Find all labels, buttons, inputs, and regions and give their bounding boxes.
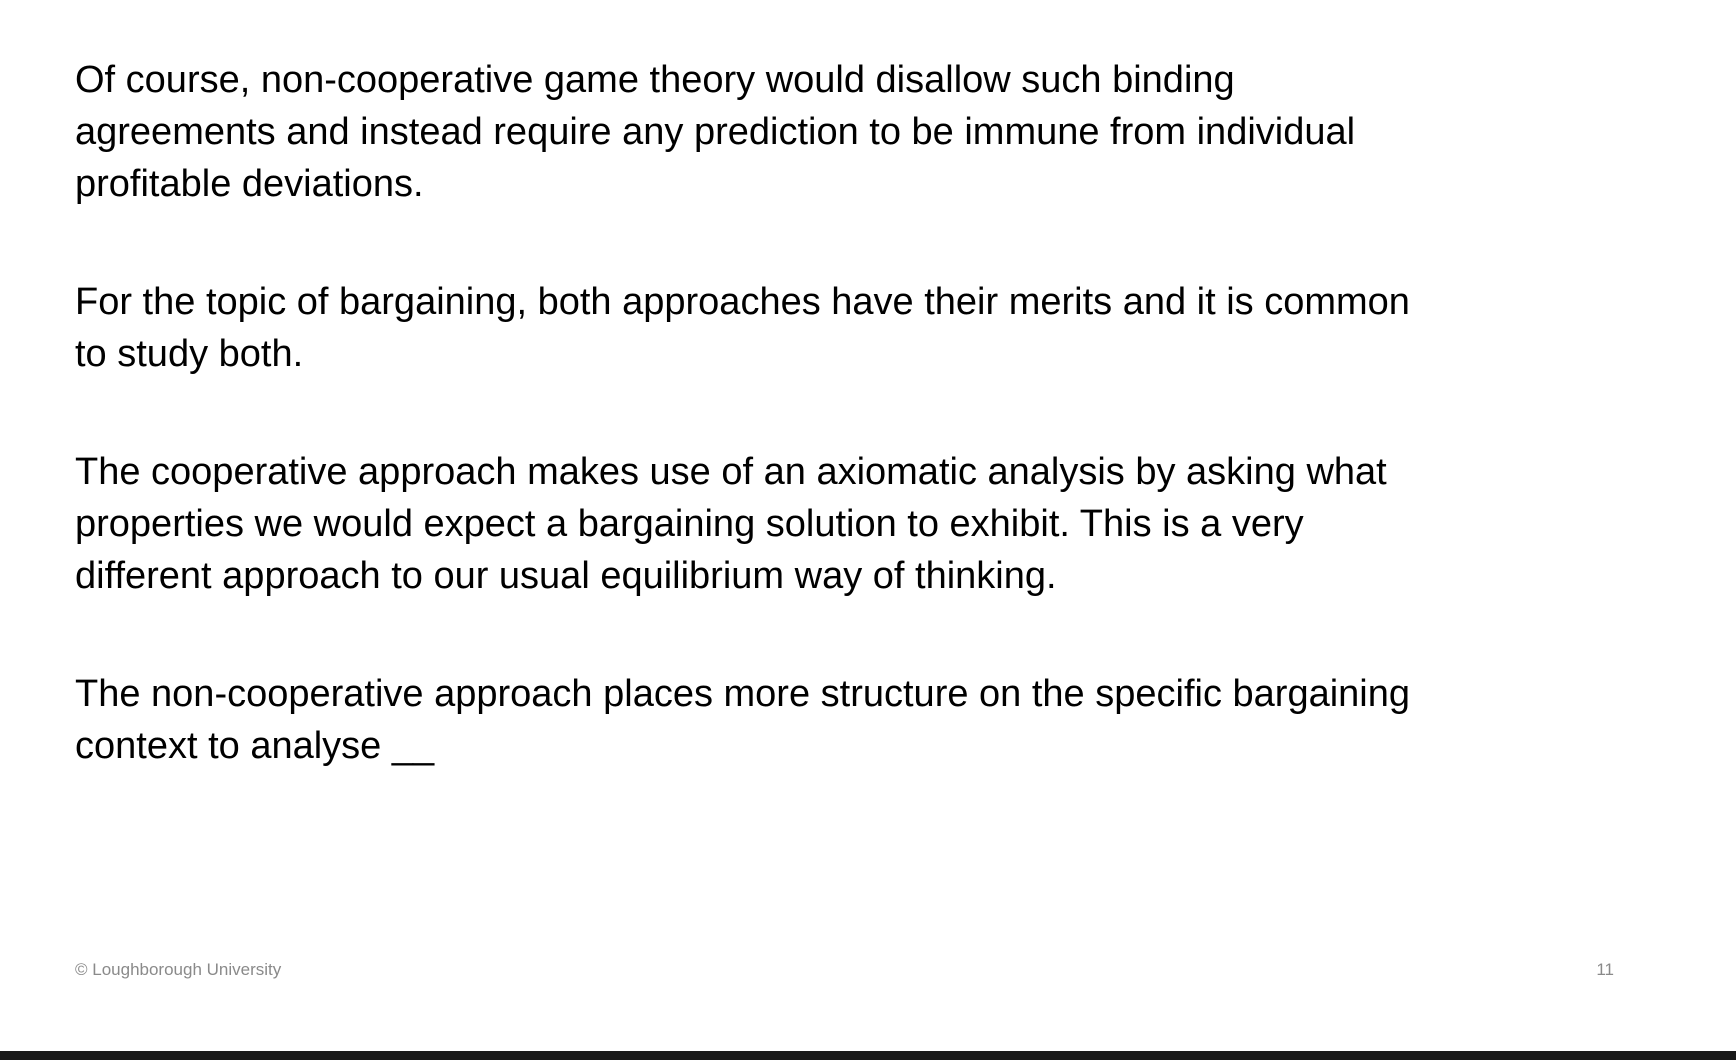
paragraph — [75, 54, 1635, 210]
slide-footer — [75, 958, 1614, 982]
slide-body-text — [75, 54, 1635, 838]
text-line: profitable deviations. — [75, 163, 424, 205]
paragraph — [75, 446, 1635, 602]
text-line: different approach to our usual equilibrium way of thinking. — [75, 555, 1057, 597]
text-line: The non-cooperative approach places more structure on the specific bargaining — [75, 673, 1410, 715]
page-number: 11 — [1596, 960, 1614, 979]
text-line: agreements and instead require any prediction to be immune from individual — [75, 111, 1356, 153]
text-line: The cooperative approach makes use of an axiomatic analysis by asking what — [75, 451, 1387, 493]
text-line: Of course, non-cooperative game theory would disallow such binding — [75, 59, 1235, 101]
text-line: properties we would expect a bargaining solution to exhibit. This is a very — [75, 503, 1304, 545]
text-line: to study both. — [75, 333, 304, 375]
text-line: For the topic of bargaining, both approaches have their merits and it is common — [75, 281, 1410, 323]
text-line: context to analyse __ — [75, 725, 435, 767]
bottom-border-bar — [0, 1051, 1736, 1060]
paragraph — [75, 668, 1635, 772]
paragraph — [75, 276, 1635, 380]
copyright-text: © Loughborough University — [75, 960, 282, 979]
